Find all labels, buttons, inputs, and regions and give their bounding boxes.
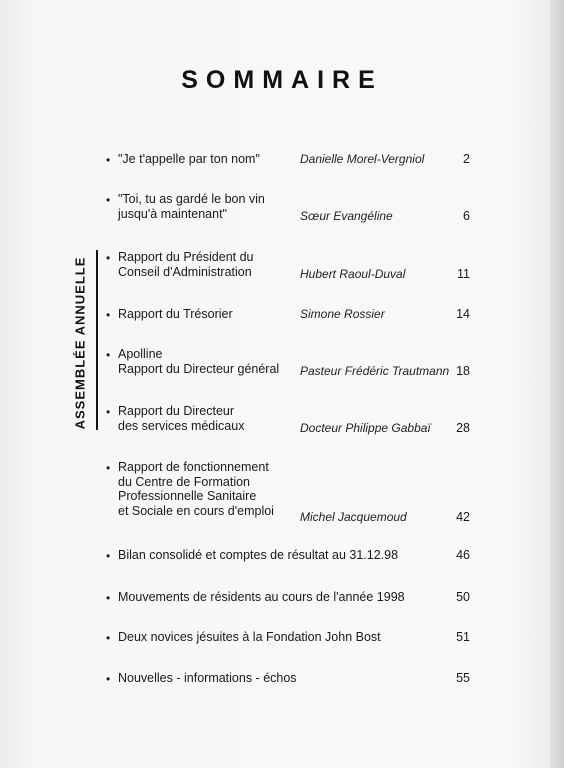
entry-title: "Je t'appelle par ton nom" bbox=[118, 152, 260, 166]
toc-entry-4 bbox=[106, 307, 470, 327]
bullet-icon: • bbox=[106, 153, 111, 167]
toc-entry-6 bbox=[106, 404, 470, 438]
entry-author: Docteur Philippe Gabbaï bbox=[300, 421, 431, 435]
entry-author: Hubert Raoul-Duval bbox=[300, 267, 406, 281]
entry-author: Michel Jacquemoud bbox=[300, 510, 407, 524]
bullet-icon: • bbox=[106, 461, 111, 475]
entry-author: Danielle Morel-Vergniol bbox=[300, 152, 425, 166]
toc-entry-1 bbox=[106, 152, 470, 172]
entry-title: Bilan consolidé et comptes de résultat au 31.12.98 bbox=[118, 548, 399, 562]
entry-page: 6 bbox=[463, 209, 470, 223]
toc-entry-3 bbox=[106, 250, 470, 284]
sidebar-rule bbox=[96, 250, 98, 430]
entry-title: Mouvements de résidents au cours de l'année 1998 bbox=[118, 590, 405, 604]
entry-title: Apolline Rapport du Directeur général bbox=[118, 347, 280, 376]
entry-page: 2 bbox=[463, 152, 470, 166]
toc-entry-10 bbox=[106, 630, 470, 650]
entry-title: Rapport du Directeur des services médicaux bbox=[118, 404, 245, 433]
toc-entry-5 bbox=[106, 347, 470, 381]
toc-entry-9 bbox=[106, 590, 470, 610]
entry-author: Sœur Evangéline bbox=[300, 209, 393, 223]
entry-page: 28 bbox=[456, 421, 470, 435]
bullet-icon: • bbox=[106, 308, 111, 322]
entry-title: Rapport de fonctionnement du Centre de Formation Professionnelle Sanitaire et Sociale en cours d'emploi bbox=[118, 460, 274, 518]
bullet-icon: • bbox=[106, 591, 111, 605]
entry-page: 51 bbox=[456, 630, 470, 644]
toc-entry-7 bbox=[106, 460, 470, 524]
toc-entry-11 bbox=[106, 671, 470, 691]
entry-page: 46 bbox=[456, 548, 470, 562]
bullet-icon: • bbox=[106, 348, 111, 362]
bullet-icon: • bbox=[106, 549, 111, 563]
entry-page: 11 bbox=[457, 267, 470, 281]
entry-page: 18 bbox=[456, 364, 470, 378]
entry-title: Nouvelles - informations - échos bbox=[118, 671, 297, 685]
entry-author: Pasteur Frédéric Trautmann bbox=[300, 364, 450, 378]
entry-title: Deux novices jésuites à la Fondation John Bost bbox=[118, 630, 381, 644]
entry-author: Simone Rossier bbox=[300, 307, 385, 321]
entry-title: "Toi, tu as gardé le bon vin jusqu'à maintenant" bbox=[118, 192, 265, 221]
entry-page: 55 bbox=[456, 671, 470, 685]
toc-entry-8 bbox=[106, 548, 470, 568]
entry-title: Rapport du Trésorier bbox=[118, 307, 233, 321]
page-edge bbox=[550, 0, 564, 768]
page-title: SOMMAIRE bbox=[181, 66, 383, 94]
bullet-icon: • bbox=[106, 251, 111, 265]
entry-page: 50 bbox=[456, 590, 470, 604]
bullet-icon: • bbox=[106, 405, 111, 419]
entry-page: 42 bbox=[456, 510, 470, 524]
bullet-icon: • bbox=[106, 631, 111, 645]
sidebar-section-label bbox=[60, 254, 100, 432]
entry-page: 14 bbox=[456, 307, 470, 321]
bullet-icon: • bbox=[106, 672, 111, 686]
sidebar-label-text: ASSEMBLÉE ANNUELLE bbox=[72, 256, 88, 430]
toc-entry-2 bbox=[106, 192, 470, 226]
entry-title: Rapport du Président du Conseil d'Administration bbox=[118, 250, 254, 279]
bullet-icon: • bbox=[106, 193, 111, 207]
